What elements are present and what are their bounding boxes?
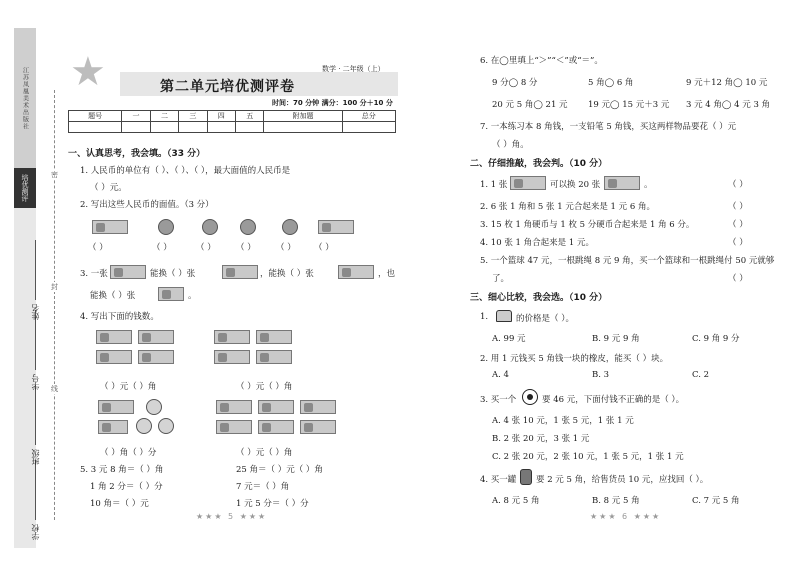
choice-4: 要 2 元 5 角，给售货员 10 元，应找回（ ）。 [536, 475, 709, 485]
banknote-image [92, 220, 128, 234]
score-cell[interactable] [207, 122, 235, 133]
judge-3: 3. 15 枚 1 角硬币与 1 枚 5 分硬币合起来是 1 角 6 分。 [480, 220, 695, 230]
judge-5: 5. 一个篮球 47 元，一根跳绳 8 元 9 角，买一个篮球和一根跳绳付 50 元就够 [480, 256, 775, 266]
star-icon: ★ [70, 49, 106, 95]
blank[interactable]: （ ） [236, 243, 256, 253]
answer-paren[interactable]: （ ） [728, 202, 748, 212]
answer-paren[interactable]: （ ） [728, 220, 748, 230]
banknote-image [256, 330, 292, 344]
cake-icon [496, 310, 512, 322]
page-number: ★★★ 5 ★★★ [196, 512, 268, 521]
question-2: 2. 写出这些人民币的面值。（3 分） [80, 200, 214, 210]
score-cell[interactable] [236, 122, 264, 133]
question-5: 5. 3 元 8 角＝（ ）角 [80, 465, 164, 475]
question-7-cont: （ ）角。 [492, 140, 529, 150]
answer-blank[interactable]: （ ）元（ ）角 [100, 382, 157, 392]
banknote-image [258, 420, 294, 434]
page-number: ★★★ 6 ★★★ [590, 512, 662, 521]
option[interactable]: C. 2 [692, 370, 710, 380]
answer-paren[interactable]: （ ） [728, 238, 748, 248]
score-cell[interactable] [122, 122, 150, 133]
question-3: ，能换（ ）张 [260, 269, 314, 279]
blank[interactable]: （ ） [196, 243, 216, 253]
score-header: 题号 [69, 111, 122, 122]
banknote-image [222, 265, 258, 279]
strip-tab: 培优测评 [14, 168, 36, 208]
choice-3: 要 46 元，下面付钱不正确的是（ ）。 [542, 395, 685, 405]
compare-item[interactable]: 20 元 5 角◯ 21 元 [492, 100, 568, 110]
score-header: 三 [179, 111, 207, 122]
page-title: 第二单元培优测评卷 [160, 79, 295, 95]
score-cell[interactable] [150, 122, 178, 133]
banknote-image [216, 420, 252, 434]
class-field[interactable]: 班级 [30, 385, 41, 465]
school-field[interactable]: 学校 [30, 460, 41, 540]
answer-blank[interactable]: （ ）角（ ）分 [100, 448, 157, 458]
option[interactable]: B. 3 [592, 370, 610, 380]
banknote-image [138, 350, 174, 364]
question-3: 能换（ ）张 [150, 269, 196, 279]
question-3: 3. 一张 [80, 269, 108, 279]
coin-image [158, 219, 174, 235]
option[interactable]: A. 99 元 [492, 334, 526, 344]
table-row [69, 111, 396, 122]
question-4: 4. 写出下面的钱数。 [80, 312, 159, 322]
banknote-image [98, 420, 128, 434]
coin-image [282, 219, 298, 235]
score-header: 二 [150, 111, 178, 122]
banknote-image [96, 350, 132, 364]
judge-5-cont: 了。 [492, 274, 510, 284]
coin-image [158, 418, 174, 434]
section-3-heading: 三、细心比较，我会选。（10 分） [470, 293, 608, 303]
option[interactable]: B. 9 元 9 角 [592, 334, 640, 344]
blank[interactable]: （ ） [88, 243, 108, 253]
judge-2: 2. 6 张 1 角和 5 张 1 元合起来是 1 元 6 角。 [480, 202, 655, 212]
score-table [68, 110, 396, 133]
question-3: ，也 [378, 269, 396, 279]
score-header: 五 [236, 111, 264, 122]
binding-margin [0, 0, 64, 566]
option[interactable]: C. 7 元 5 角 [692, 496, 740, 506]
question-1: 1. 人民币的单位有（ ）、（ ）、（ ），最大面值的人民币是 [80, 166, 291, 176]
score-header: 一 [122, 111, 150, 122]
time-info: 时间：70 分钟 满分：100 分＋10 分 [272, 99, 393, 107]
option[interactable]: B. 8 元 5 角 [592, 496, 640, 506]
cut-word: 线 [51, 385, 58, 393]
coin-image [136, 418, 152, 434]
jar-icon [520, 469, 532, 485]
banknote-image [216, 400, 252, 414]
question-5: 10 角＝（ ）元 [90, 499, 149, 509]
banknote-image [338, 265, 374, 279]
question-3-cont: 。 [188, 291, 197, 301]
cut-word: 封 [51, 283, 58, 291]
choice-4: 4. 买一罐 [480, 475, 517, 485]
judge-1: 1. 1 张 [480, 180, 508, 190]
score-header: 总分 [342, 111, 395, 122]
soccer-ball-icon [522, 389, 538, 405]
option[interactable]: C. 2 张 20 元，2 张 10 元，1 张 5 元，1 张 1 元 [492, 452, 684, 462]
answer-paren[interactable]: （ ） [728, 180, 748, 190]
option[interactable]: A. 4 [492, 370, 509, 380]
option[interactable]: A. 4 张 10 元，1 张 5 元，1 张 1 元 [492, 416, 634, 426]
seal-cut-line [54, 90, 55, 520]
question-5: 1 元 5 分＝（ ）分 [236, 499, 309, 509]
section-2-heading: 二、仔细推敲，我会判。（10 分） [470, 159, 608, 169]
answer-blank[interactable]: （ ）元（ ）角 [236, 448, 293, 458]
banknote-image [300, 400, 336, 414]
banknote-image [300, 420, 336, 434]
judge-4: 4. 10 张 1 角合起来是 1 元。 [480, 238, 594, 248]
banknote-image [258, 400, 294, 414]
choice-1: 的价格是（ ）。 [516, 314, 574, 324]
banknote-image [214, 350, 250, 364]
question-7: 7. 一本练习本 8 角钱，一支铅笔 5 角钱，买这两样物品要花（ ）元 [480, 122, 737, 132]
banknote-image [256, 350, 292, 364]
blank[interactable]: （ ） [314, 243, 334, 253]
banknote-image [604, 176, 640, 190]
banknote-image [214, 330, 250, 344]
choice-1: 1. [480, 312, 489, 322]
name-field[interactable]: 姓名 [30, 240, 41, 320]
judge-1: 。 [644, 180, 653, 190]
choice-3: 3. 买一个 [480, 395, 517, 405]
compare-item[interactable]: 9 元＋12 角◯ 10 元 [686, 78, 768, 88]
judge-1: 可以换 20 张 [550, 180, 601, 190]
coin-image [240, 219, 256, 235]
subject-label: 数学 · 二年级（上） [322, 65, 385, 73]
choice-2: 2. 用 1 元钱买 5 角钱一块的橡皮，能买（ ）块。 [480, 354, 669, 364]
blank[interactable]: （ ） [276, 243, 296, 253]
section-1-heading: 一、认真思考，我会填。（33 分） [68, 149, 206, 159]
answer-blank[interactable]: （ ）元（ ）角 [236, 382, 293, 392]
option[interactable]: C. 9 角 9 分 [692, 334, 740, 344]
score-cell[interactable] [69, 122, 122, 133]
student-number-field[interactable]: 学号 [30, 310, 41, 390]
coin-image [146, 399, 162, 415]
compare-item[interactable]: 19 元◯ 15 元＋3 元 [588, 100, 670, 110]
banknote-image [96, 330, 132, 344]
compare-item[interactable]: 3 元 4 角◯ 4 元 3 角 [686, 100, 771, 110]
score-header: 附加题 [264, 111, 342, 122]
question-6: 6. 在◯里填上“＞”“＜”或“＝”。 [480, 56, 603, 66]
score-cell[interactable] [342, 122, 395, 133]
coin-image [202, 219, 218, 235]
question-1-cont: （ ）元。 [90, 183, 127, 193]
compare-item[interactable]: 5 角◯ 6 角 [588, 78, 634, 88]
question-5: 7 元＝（ ）角 [236, 482, 290, 492]
option[interactable]: B. 2 张 20 元，3 张 1 元 [492, 434, 590, 444]
banknote-image [318, 220, 354, 234]
banknote-image [98, 400, 134, 414]
question-5: 1 角 2 分＝（ ）分 [90, 482, 163, 492]
score-cell[interactable] [179, 122, 207, 133]
publisher-strip: 江苏凤凰美术出版社 [14, 28, 36, 168]
banknote-image [158, 287, 184, 301]
compare-item[interactable]: 9 分◯ 8 分 [492, 78, 538, 88]
score-cell[interactable] [264, 122, 342, 133]
blank[interactable]: （ ） [152, 243, 172, 253]
answer-paren[interactable]: （ ） [728, 274, 748, 284]
question-3-cont: 能换（ ）张 [90, 291, 136, 301]
cut-word: 密 [51, 171, 58, 179]
question-5: 25 角＝（ ）元（ ）角 [236, 465, 323, 475]
table-row [69, 122, 396, 133]
banknote-image [510, 176, 546, 190]
option[interactable]: A. 8 元 5 角 [492, 496, 540, 506]
banknote-image [138, 330, 174, 344]
score-header: 四 [207, 111, 235, 122]
banknote-image [110, 265, 146, 279]
